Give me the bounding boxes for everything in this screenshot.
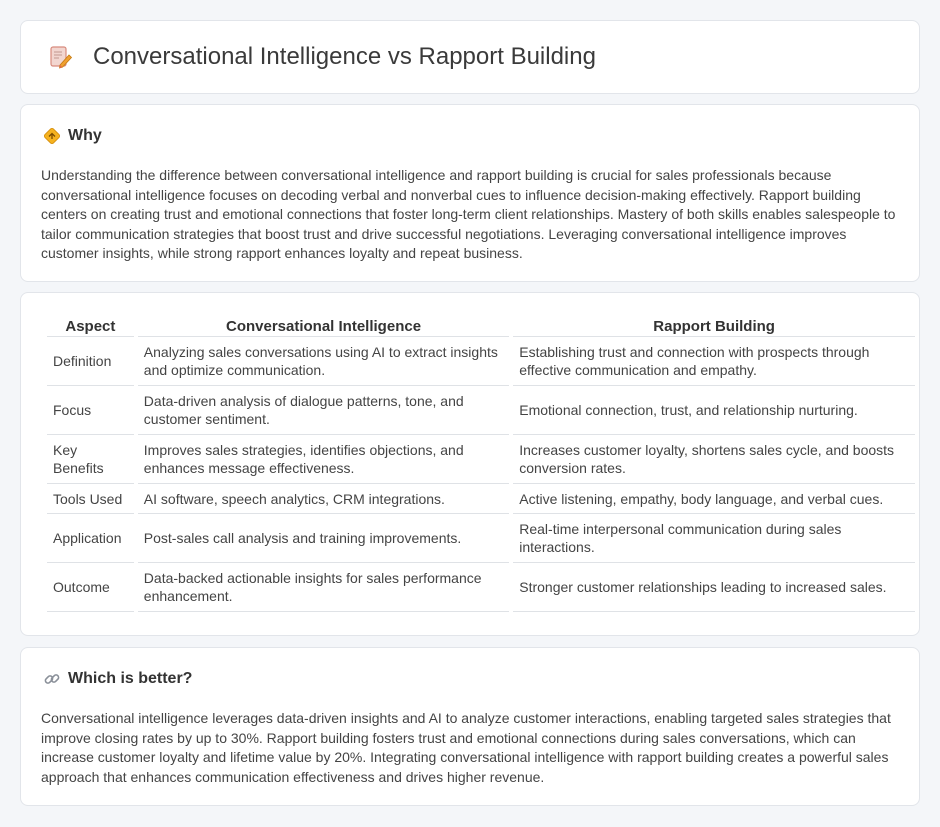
- row-rb-value: Stronger customer relationships leading to increased sales.: [513, 563, 915, 612]
- row-aspect: Definition: [47, 337, 134, 386]
- why-title: Why: [68, 127, 102, 144]
- table-row: [47, 337, 915, 386]
- which-is-better-section: [20, 647, 920, 806]
- row-aspect: Key Benefits: [47, 435, 134, 484]
- row-rb-value: Emotional connection, trust, and relationship nurturing.: [513, 386, 915, 435]
- table-header-row: [47, 317, 915, 337]
- row-aspect: Tools Used: [47, 484, 134, 514]
- row-aspect: Outcome: [47, 563, 134, 612]
- header-aspect: Aspect: [47, 317, 134, 337]
- row-aspect: Application: [47, 514, 134, 563]
- header-conversational-intelligence: Conversational Intelligence: [138, 317, 509, 337]
- why-section: [20, 104, 920, 282]
- header-rapport-building: Rapport Building: [513, 317, 915, 337]
- row-ci-value: Data-backed actionable insights for sales performance enhancement.: [138, 563, 509, 612]
- row-ci-value: Improves sales strategies, identifies objections, and enhances message effectiveness.: [138, 435, 509, 484]
- why-text: Understanding the difference between conversational intelligence and rapport building is crucial for sales professionals because conversational intelligence focuses on decoding verbal and nonverbal cues to influence decision-making effectively. Rapport building centers on creating trust and emotional connections that foster long-term client relationships. Mastery of both skills enables salespeople to tailor communication strategies that boost trust and drive successful negotiations. Leveraging conversational intelligence improves customer insights, while strong rapport enhances loyalty and repeat business.: [41, 167, 896, 261]
- table-row: [47, 435, 915, 484]
- document-edit-icon: [47, 44, 73, 70]
- table-row: [47, 484, 915, 514]
- why-heading: [43, 127, 102, 145]
- table-row: [47, 386, 915, 435]
- link-icon: [43, 670, 61, 688]
- row-ci-value: Data-driven analysis of dialogue patterns, tone, and customer sentiment.: [138, 386, 509, 435]
- better-heading: [43, 670, 192, 688]
- row-aspect: Focus: [47, 386, 134, 435]
- row-ci-value: Post-sales call analysis and training improvements.: [138, 514, 509, 563]
- better-text: Conversational intelligence leverages data-driven insights and AI to analyze customer interactions, enabling targeted sales strategies that improve closing rates by up to 30%. Rapport building fosters trust and emotional connections during sales conversations, which can increase customer loyalty and lifetime value by 20%. Integrating conversational intelligence with rapport building creates a powerful sales approach that enhances communication effectiveness and drives higher revenue.: [41, 710, 891, 785]
- row-rb-value: Increases customer loyalty, shortens sales cycle, and boosts conversion rates.: [513, 435, 915, 484]
- page-title: Conversational Intelligence vs Rapport Building: [93, 43, 596, 70]
- table-row: [47, 563, 915, 612]
- comparison-table-card: [20, 292, 920, 636]
- diamond-warning-icon: [43, 127, 61, 145]
- better-title: Which is better?: [68, 670, 193, 687]
- row-ci-value: AI software, speech analytics, CRM integrations.: [138, 484, 509, 514]
- row-rb-value: Establishing trust and connection with prospects through effective communication and empathy.: [513, 337, 915, 386]
- row-rb-value: Active listening, empathy, body language, and verbal cues.: [513, 484, 915, 514]
- title-card: [20, 20, 920, 94]
- row-rb-value: Real-time interpersonal communication during sales interactions.: [513, 514, 915, 563]
- table-row: [47, 514, 915, 563]
- row-ci-value: Analyzing sales conversations using AI to extract insights and optimize communication.: [138, 337, 509, 386]
- comparison-table: [43, 317, 919, 612]
